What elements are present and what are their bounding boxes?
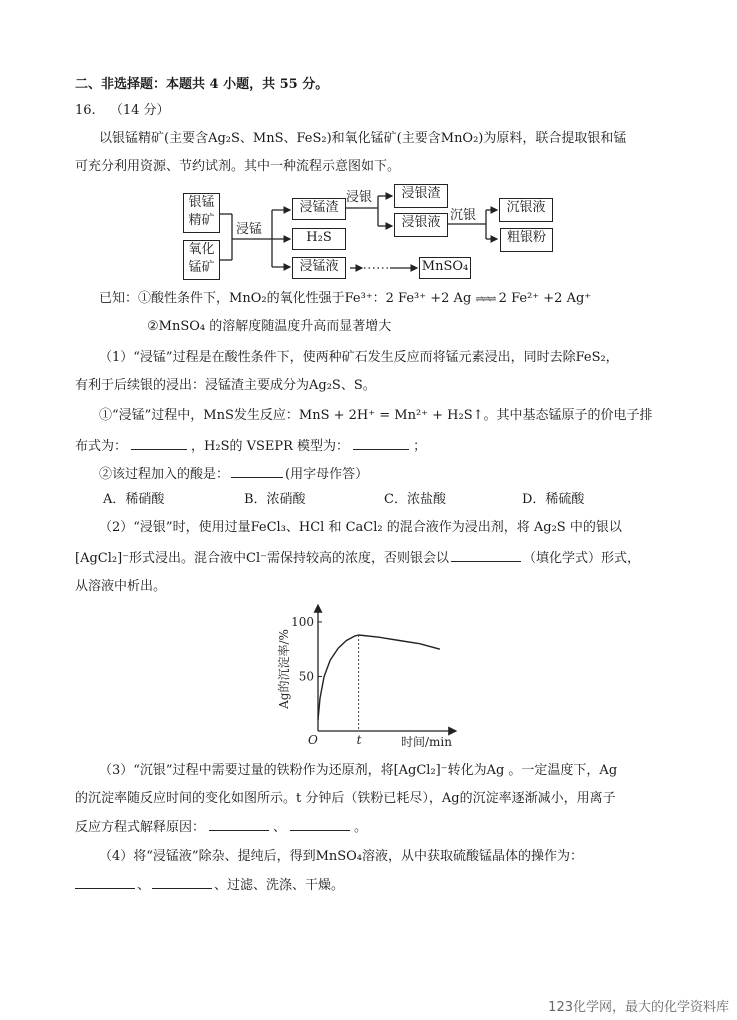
flow-box-precip-solution: 沉银液 xyxy=(499,198,553,222)
known-item-1 xyxy=(99,290,591,309)
answer-blank-equation-1[interactable] xyxy=(209,818,269,831)
known-label: 已知： xyxy=(99,291,139,306)
answer-blank-vsepr[interactable] xyxy=(353,437,409,450)
option-d: D．稀硫酸 xyxy=(522,492,585,507)
question-intro-2: 可充分利用资源、节约试剂。其中一种流程示意图如下。 xyxy=(75,159,401,174)
part2-text-1: （2）“浸银”时，使用过量FeCl₃、HCl 和 CaCl₂ 的混合液作为浸出剂，将 Ag₂S 中的银以 xyxy=(99,520,622,535)
flow-box-ag-leachate: 浸银液 xyxy=(394,213,448,237)
x-axis-label: 时间/min xyxy=(401,735,452,749)
footer-watermark: 123化学网，最大的化学资料库 xyxy=(548,1000,729,1015)
question-intro-1: 以银锰精矿(主要含Ag₂S、MnS、FeS₂)和氧化锰矿(主要含MnO₂)为原料，联合提取银和锰 xyxy=(99,131,627,146)
flow-box-label: 银锰精矿 xyxy=(188,195,215,228)
part3-text-2: 的沉淀率随反应时间的变化如图所示。t 分钟后（铁粉已耗尽），Ag的沉淀率逐渐减小，用离子 xyxy=(75,791,616,806)
answer-blank-operation-1[interactable] xyxy=(75,876,135,889)
series-line xyxy=(318,635,440,720)
flow-box-crude-silver: 粗银粉 xyxy=(500,228,553,252)
text: 。 xyxy=(354,820,368,835)
text: 、过滤、洗涤、干燥。 xyxy=(214,878,345,893)
y-tick-label: 50 xyxy=(298,669,314,684)
question-points: （14 分） xyxy=(109,103,170,118)
text: (用字母作答） xyxy=(285,467,369,482)
option-b: B．浓硝酸 xyxy=(244,492,306,507)
text: ，H₂S的 VSEPR 模型为： xyxy=(191,439,350,454)
flow-box-mn-leachate: 浸锰液 xyxy=(292,257,346,279)
text: 布式为： xyxy=(75,439,128,454)
part1-sub1-b xyxy=(75,437,426,456)
option-c: C．浓盐酸 xyxy=(384,492,446,507)
flow-box-ag-residue: 浸银渣 xyxy=(394,184,448,208)
answer-blank-acid[interactable] xyxy=(231,465,283,478)
part3-text-1: （3）“沉银”过程中需要过量的铁粉作为还原剂，将[AgCl₂]⁻转化为Ag 。一定温度下，Ag xyxy=(99,763,618,778)
origin-label: O xyxy=(308,733,318,747)
flowchart-connectors xyxy=(0,0,737,300)
flow-box-silver-manganese-ore xyxy=(183,193,220,233)
part2-text-3: 从溶液中析出。 xyxy=(75,579,167,594)
text: [AgCl₂]⁻形式浸出。混合液中Cl⁻需保持较高的浓度，否则银会以 xyxy=(75,551,449,566)
part1-text-2: 有利于后续银的浸出：浸锰渣主要成分为Ag₂S、S。 xyxy=(75,378,376,393)
flow-box-manganese-oxide-ore xyxy=(183,240,220,280)
flow-step-leach-manganese: 浸锰 xyxy=(236,222,263,237)
section-heading: 二、非选择题：本题共 4 小题，共 55 分。 xyxy=(75,77,329,92)
text: （填化学式）形式， xyxy=(523,551,641,566)
part2-text-2 xyxy=(75,549,640,568)
text: 、 xyxy=(137,878,151,893)
part4-text-2 xyxy=(75,876,344,895)
flow-box-mnso4: MnSO₄ xyxy=(419,257,471,279)
y-axis-label: Ag的沉淀率/% xyxy=(277,629,291,709)
known-item-2: ②MnSO₄ 的溶解度随温度升高而显著增大 xyxy=(147,319,392,334)
precipitation-rate-chart xyxy=(270,600,470,755)
text: ②该过程加入的酸是： xyxy=(99,467,230,482)
part1-text-1: （1）“浸锰”过程是在酸性条件下，使两种矿石发生反应而将锰元素浸出，同时去除FeS₂， xyxy=(99,350,619,365)
text: 、 xyxy=(273,820,287,835)
part1-sub1-a: ①“浸锰”过程中，MnS发生反应：MnS + 2H⁺ = Mn²⁺ + H₂S↑。其中基态锰原子的价电子排 xyxy=(99,408,653,423)
text: 反应方程式解释原因： xyxy=(75,820,206,835)
flow-box-h2s: H₂S xyxy=(292,228,346,250)
answer-blank-equation-2[interactable] xyxy=(290,818,350,831)
part1-sub2 xyxy=(99,465,368,484)
flow-box-label: 氧化锰矿 xyxy=(188,242,215,275)
question-number: 16. xyxy=(75,103,96,118)
flow-box-mn-residue: 浸锰渣 xyxy=(292,198,346,220)
equilibrium-arrow: ⇌⇌⇌ xyxy=(475,294,495,305)
flow-step-precip-silver: 沉银 xyxy=(450,208,477,223)
text: ； xyxy=(413,439,427,454)
answer-blank-operation-2[interactable] xyxy=(152,876,212,889)
known-item-1-text: ①酸性条件下，MnO₂的氧化性强于Fe³⁺：2 Fe³⁺ +2 Ag xyxy=(138,291,476,306)
part3-text-3 xyxy=(75,818,367,837)
answer-blank-precipitate[interactable] xyxy=(451,549,521,562)
part4-text-1: （4）将“浸锰液”除杂、提纯后，得到MnSO₄溶液，从中获取硫酸锰晶体的操作为： xyxy=(99,849,584,864)
option-a: A．稀硝酸 xyxy=(103,492,165,507)
y-tick-label: 100 xyxy=(291,614,314,629)
answer-blank-valence-config[interactable] xyxy=(131,437,187,450)
flow-step-leach-silver: 浸银 xyxy=(346,190,373,205)
known-item-1-text-b: 2 Fe²⁺ +2 Ag⁺ xyxy=(494,291,592,306)
x-tick-label: t xyxy=(356,733,362,747)
